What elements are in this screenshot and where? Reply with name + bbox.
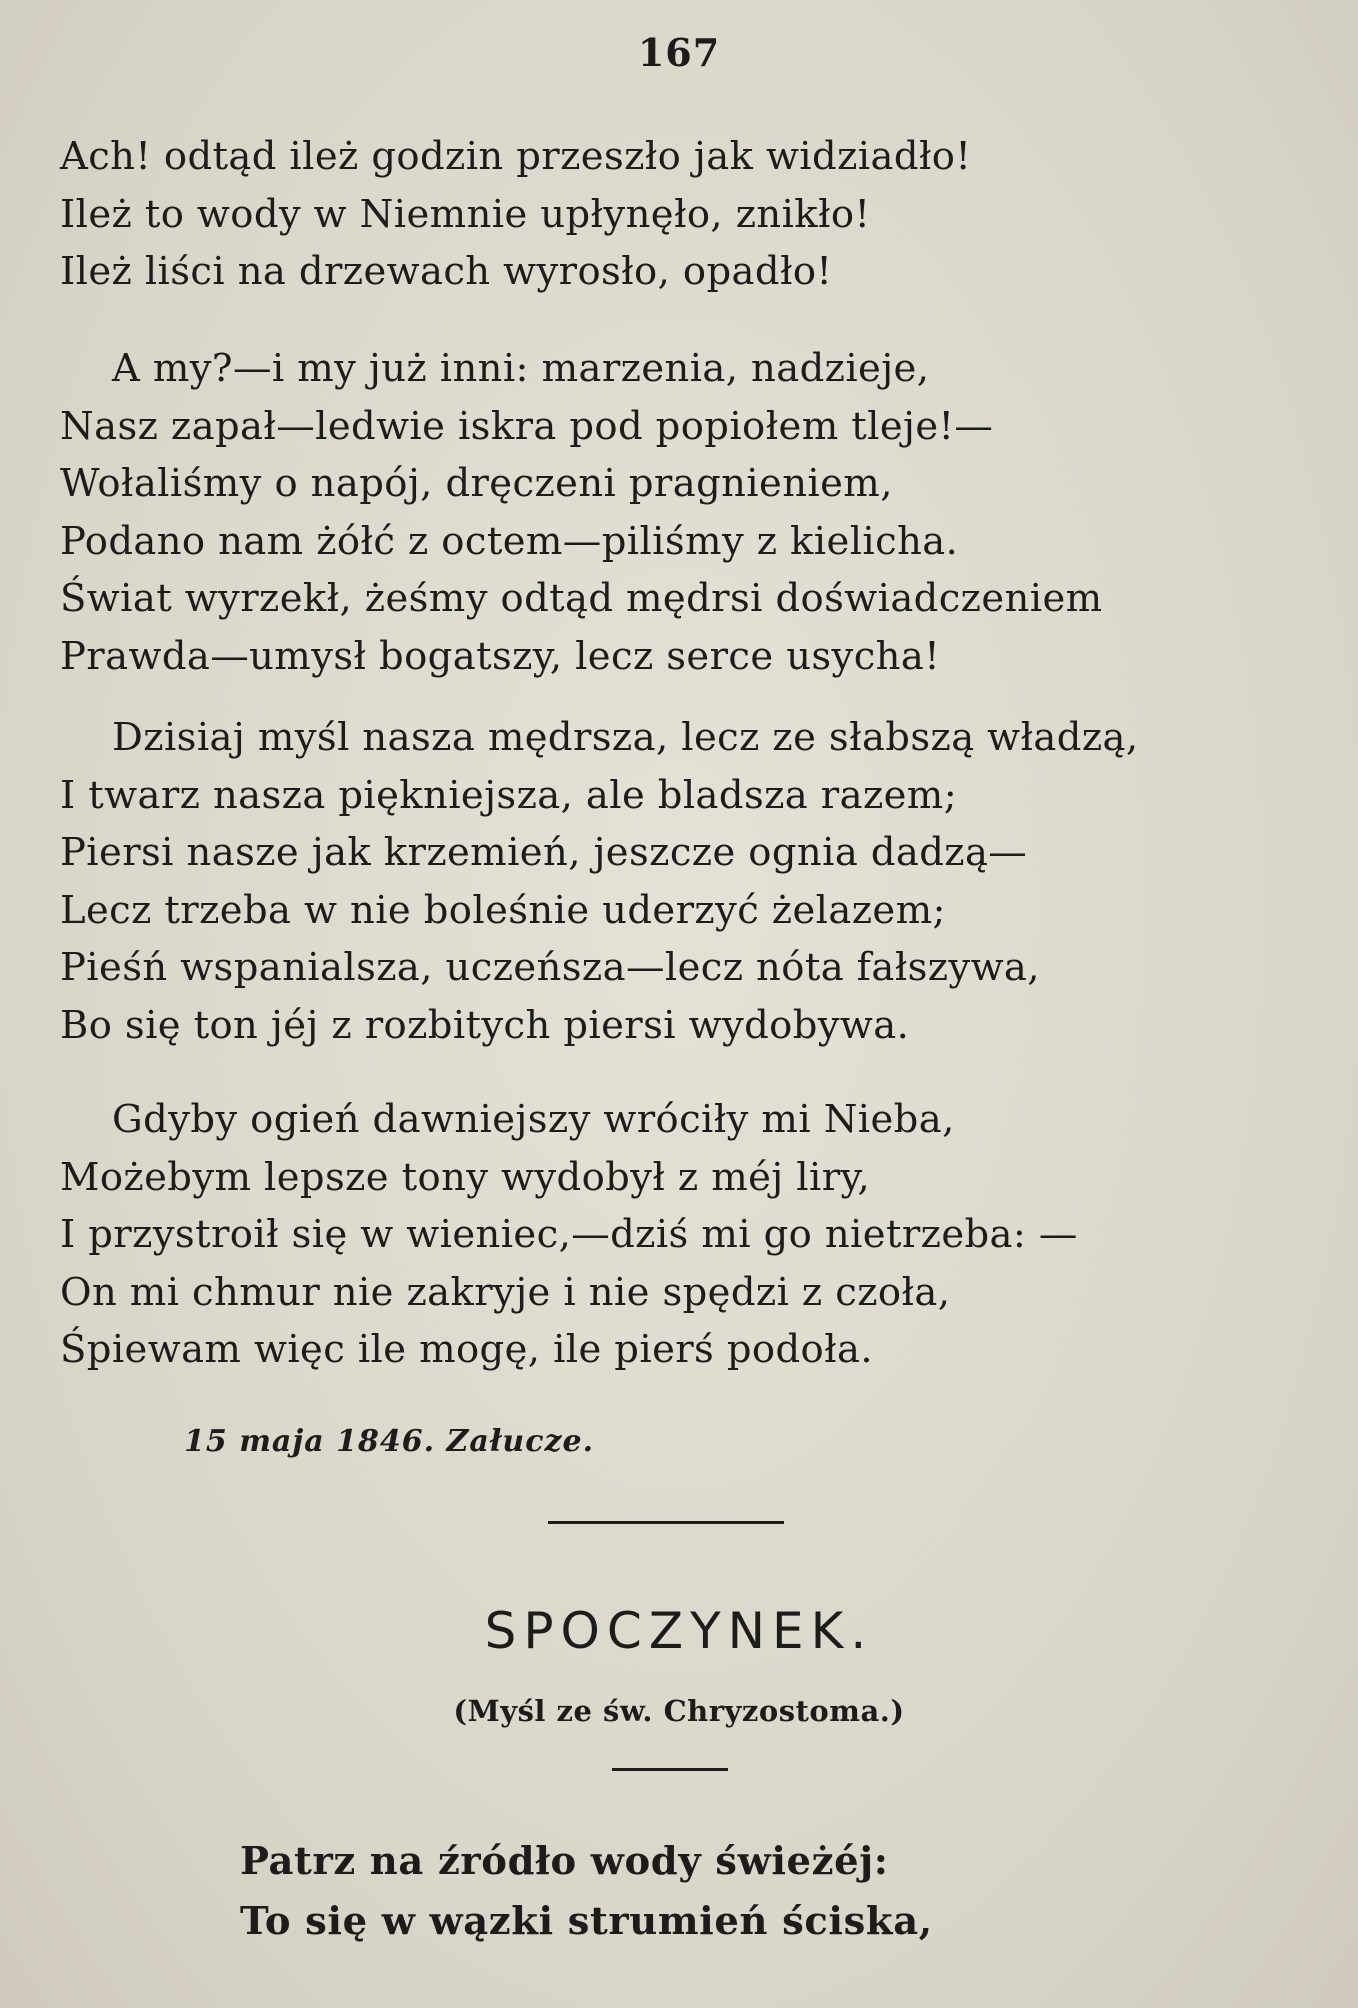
verse-line: Ileż liści na drzewach wyrosło, opadło! bbox=[60, 249, 833, 294]
date-line: 15 maja 1846. Załucze. bbox=[184, 1424, 595, 1459]
verse-line: Piersi nasze jak krzemień, jeszcze ognia dadzą— bbox=[60, 830, 1028, 875]
page-number: 167 bbox=[637, 30, 721, 75]
verse-line: Lecz trzeba w nie boleśnie uderzyć żelazem; bbox=[60, 887, 946, 933]
poem-title: SPOCZYNEK. bbox=[484, 1602, 874, 1660]
verse-line: Nasz zapał—ledwie iskra pod popiołem tleje!— bbox=[60, 403, 994, 449]
verse-line: Pieśń wspanialsza, uczeńsza—lecz nóta fałszywa, bbox=[60, 945, 1040, 990]
section-divider bbox=[548, 1521, 784, 1524]
verse-line: A my?—i my już inni: marzenia, nadzieje, bbox=[112, 346, 930, 391]
verse-line: Śpiewam więc ile mogę, ile pierś podoła. bbox=[60, 1327, 873, 1372]
stanza-1 bbox=[60, 128, 1320, 301]
verse-line: On mi chmur nie zakryje i nie spędzi z czoła, bbox=[60, 1269, 951, 1315]
verse-line: Ileż to wody w Niemnie upłynęło, znikło! bbox=[60, 191, 871, 237]
stanza-3 bbox=[60, 709, 1320, 1054]
next-poem-stanza bbox=[240, 1832, 1320, 1952]
verse-line: Możebym lepsze tony wydobył z méj liry, bbox=[60, 1154, 871, 1200]
verse-line: I twarz nasza piękniejsza, ale bladsza razem; bbox=[60, 772, 958, 818]
verse-line: Prawda—umysł bogatszy, lecz serce usycha! bbox=[60, 633, 941, 679]
verse-line: Świat wyrzekł, żeśmy odtąd mędrsi doświadczeniem bbox=[60, 576, 1103, 621]
stanza-4 bbox=[60, 1091, 1320, 1379]
verse-line: Podano nam żółć z octem—piliśmy z kielicha. bbox=[60, 518, 959, 564]
poem-subtitle: (Myśl ze św. Chryzostoma.) bbox=[453, 1694, 905, 1728]
title-divider bbox=[612, 1768, 728, 1771]
verse-line: I przystroił się w wieniec,—dziś mi go nietrzeba: — bbox=[60, 1212, 1078, 1257]
verse-line: Ach! odtąd ileż godzin przeszło jak widziadło! bbox=[60, 134, 972, 179]
stanza-2 bbox=[60, 340, 1320, 685]
verse-line: Patrz na źródło wody świeżéj: bbox=[240, 1839, 889, 1884]
verse-line: Gdyby ogień dawniejszy wróciły mi Nieba, bbox=[112, 1097, 955, 1142]
verse-line: To się w wązki strumień ściska, bbox=[240, 1899, 933, 1944]
verse-line: Bo się ton jéj z rozbitych piersi wydobywa. bbox=[60, 1002, 910, 1048]
verse-line: Wołaliśmy o napój, dręczeni pragnieniem, bbox=[60, 461, 893, 506]
verse-line: Dzisiaj myśl nasza mędrsza, lecz ze słabszą władzą, bbox=[112, 715, 1139, 760]
